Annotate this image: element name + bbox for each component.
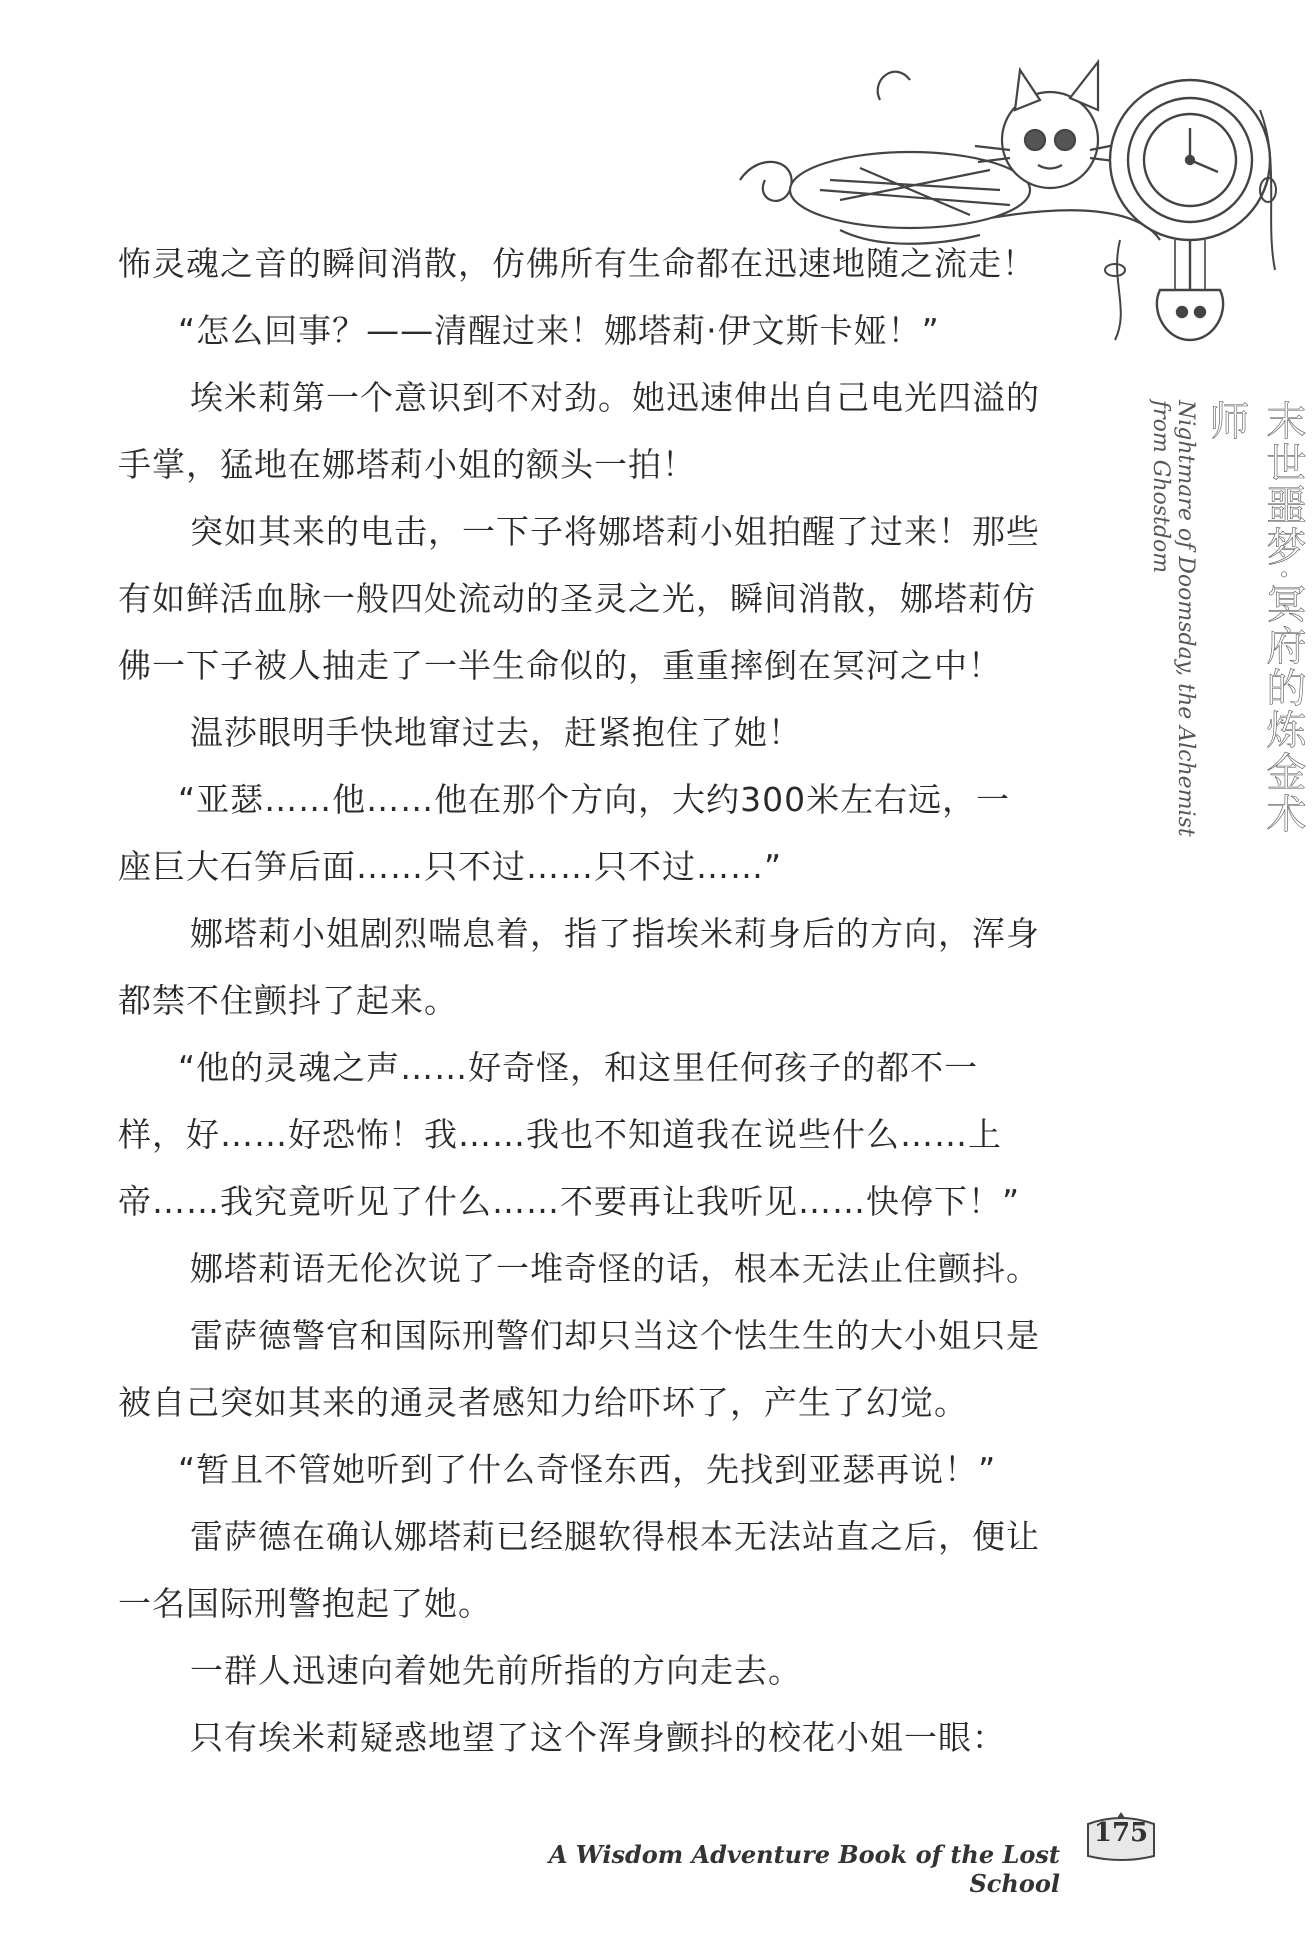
paragraph-line: 雷萨德警官和国际刑警们却只当这个怯生生的大小姐只是 bbox=[190, 1316, 1040, 1355]
paragraph-line: 怖灵魂之音的瞬间消散，仿佛所有生命都在迅速地随之流走！ bbox=[118, 244, 1036, 283]
side-title-english: Nightmare of Doomsday, the Alchemist from Ghostdom bbox=[1148, 400, 1198, 837]
footer-series-title: A Wisdom Adventure Book of the Lost School bbox=[548, 1840, 1060, 1898]
paragraph-line: “亚瑟……他……他在那个方向，大约300米左右远，一 bbox=[178, 780, 1011, 819]
bandaged-cat-icon bbox=[790, 62, 1122, 228]
paragraph-line: 一名国际刑警抱起了她。 bbox=[118, 1584, 492, 1623]
paragraph-line: 埃米莉第一个意识到不对劲。她迅速伸出自己电光四溢的 bbox=[190, 378, 1040, 417]
paragraph-line: 样，好……好恐怖！我……我也不知道我在说些什么……上 bbox=[118, 1115, 1002, 1154]
paragraph-line: “他的灵魂之声……好奇怪，和这里任何孩子的都不一 bbox=[178, 1048, 979, 1087]
paragraph-line: 佛一下子被人抽走了一半生命似的，重重摔倒在冥河之中！ bbox=[118, 646, 1002, 685]
paragraph-line: 帝……我究竟听见了什么……不要再让我听见……快停下！” bbox=[118, 1182, 1021, 1221]
side-title-chinese: 末世噩梦·冥府的炼金术师 bbox=[1203, 400, 1306, 835]
paragraph-line: 都禁不住颤抖了起来。 bbox=[118, 981, 458, 1020]
paragraph-line: 雷萨德在确认娜塔莉已经腿软得根本无法站直之后，便让 bbox=[190, 1517, 1040, 1556]
paragraph-line: 手掌，猛地在娜塔莉小姐的额头一拍！ bbox=[118, 445, 696, 484]
paragraph-line: 温莎眼明手快地窜过去，赶紧抱住了她！ bbox=[190, 713, 802, 752]
paragraph-line: “怎么回事？——清醒过来！娜塔莉·伊文斯卡娅！” bbox=[178, 311, 940, 350]
paragraph-line: 突如其来的电击，一下子将娜塔莉小姐拍醒了过来！那些 bbox=[190, 512, 1040, 551]
page-number-badge bbox=[1080, 1810, 1162, 1864]
side-book-title bbox=[1140, 400, 1306, 860]
paragraph-line: 娜塔莉语无伦次说了一堆奇怪的话，根本无法止住颤抖。 bbox=[190, 1249, 1040, 1288]
paragraph-line: “暂且不管她听到了什么奇怪东西，先找到亚瑟再说！” bbox=[178, 1450, 997, 1489]
clock-icon bbox=[1110, 80, 1270, 340]
page-number: 175 bbox=[1093, 1818, 1149, 1848]
paragraph-line: 有如鲜活血脉一般四处流动的圣灵之光，瞬间消散，娜塔莉仿 bbox=[118, 579, 1036, 618]
paragraph-line: 只有埃米莉疑惑地望了这个浑身颤抖的校花小姐一眼： bbox=[190, 1718, 1006, 1757]
paragraph-line: 一群人迅速向着她先前所指的方向走去。 bbox=[190, 1651, 802, 1690]
paragraph-line: 座巨大石笋后面……只不过……只不过……” bbox=[118, 847, 783, 886]
chapter-body-text bbox=[118, 230, 1110, 1771]
paragraph-line: 被自己突如其来的通灵者感知力给吓坏了，产生了幻觉。 bbox=[118, 1383, 968, 1422]
paragraph-line: 娜塔莉小姐剧烈喘息着，指了指埃米莉身后的方向，浑身 bbox=[190, 914, 1040, 953]
